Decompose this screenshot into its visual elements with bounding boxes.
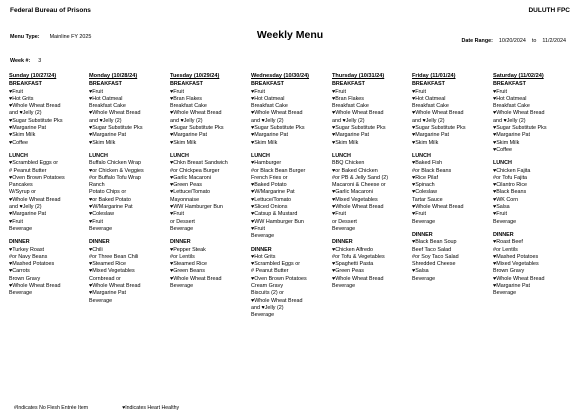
menu-item: ♥Fruit xyxy=(332,211,346,218)
menu-item: ♥WW Hamburger Bun xyxy=(251,218,304,225)
day-column xyxy=(170,73,250,290)
day-column xyxy=(412,73,492,283)
meal-label: BREAKFAST xyxy=(332,81,365,88)
menu-item: ♥Margarine Pat xyxy=(412,132,450,139)
menu-item: ♥Margarine Pat xyxy=(89,132,127,139)
menu-item: ♥Black Bean Soup xyxy=(412,239,457,246)
menu-item: #or Navy Beans xyxy=(9,253,48,260)
menu-item: ♥Oven Brown Potatoes xyxy=(9,174,65,181)
menu-item: ♥W/Margarine Pat xyxy=(89,204,133,211)
menu-item: ♥Black Beans xyxy=(493,189,527,196)
menu-item: ♥Lettuce/Tomato xyxy=(251,196,292,203)
menu-item: ♥Green Peas xyxy=(170,182,202,189)
menu-item: ♥Skim Milk xyxy=(251,139,278,146)
legend xyxy=(14,405,179,411)
menu-item: Cream Gravy xyxy=(251,283,284,290)
meal-label: BREAKFAST xyxy=(89,81,122,88)
menu-item: Breakfast Cake xyxy=(251,103,288,110)
menu-item: ♥Whole Wheat Bread xyxy=(170,275,222,282)
menu-item: #or Three Bean Chili xyxy=(89,253,139,260)
menu-item: ♥Whole Wheat Bread xyxy=(493,110,545,117)
menu-item: Beverage xyxy=(9,225,33,232)
menu-item: ♥Whole Wheat Bread xyxy=(251,110,303,117)
menu-item: # Peanut Butter xyxy=(251,268,289,275)
menu-item: Brown Gravy xyxy=(9,275,41,282)
menu-item: Breakfast Cake xyxy=(332,103,369,110)
meal-section xyxy=(170,81,250,147)
legend-no-flesh: #Indicates No Flesh Entrée Item xyxy=(14,405,89,411)
day-heading: Friday (11/01/24) xyxy=(412,73,456,79)
menu-item: ♥Turkey Roast xyxy=(9,246,45,253)
menu-item: ♥Fruit xyxy=(9,88,23,95)
day-heading: Saturday (11/02/24) xyxy=(493,73,544,79)
menu-item: ♥Margarine Pat xyxy=(493,132,531,139)
meal-label: DINNER xyxy=(170,239,191,246)
meal-label: LUNCH xyxy=(9,152,28,159)
menu-item: and ♥Jelly (2) xyxy=(412,117,445,124)
meal-section xyxy=(251,81,331,147)
meal-section xyxy=(332,81,412,147)
week-label: Week #: xyxy=(10,58,31,64)
menu-item: ♥Garlic Macaroni xyxy=(170,174,211,181)
menu-item: Breakfast Cake xyxy=(170,103,207,110)
menu-item: ♥Scrambled Eggs or xyxy=(9,160,59,167)
meal-label: LUNCH xyxy=(412,152,431,159)
menu-item: ♥Hamburger xyxy=(251,160,282,167)
menu-item: ♥Margarine Pat xyxy=(251,132,289,139)
menu-item: ♥Whole Wheat Bread xyxy=(332,275,384,282)
meal-section xyxy=(9,153,89,233)
meal-label: BREAKFAST xyxy=(493,81,526,88)
menu-item: ♥Skim Milk xyxy=(493,139,520,146)
day-column xyxy=(89,73,169,305)
menu-item: ♥Bran Flakes xyxy=(332,95,364,102)
menu-item: Buffalo Chicken Wrap xyxy=(89,160,141,167)
menu-item: Shredded Cheese xyxy=(412,261,456,268)
menu-item: ♥Hot Grits xyxy=(9,95,34,102)
meal-section xyxy=(412,81,492,147)
day-column xyxy=(493,73,573,298)
menu-item: ♥Chicken Fajita xyxy=(493,167,531,174)
menu-item: ♥Baked Potato xyxy=(251,182,287,189)
menu-item: ♥Whole Wheat Bread xyxy=(9,103,61,110)
date-from: 10/20/2024 xyxy=(498,38,526,44)
menu-item: and ♥Jelly (2) xyxy=(170,117,203,124)
menu-item: ♥Hot Oatmeal xyxy=(412,95,446,102)
meal-label: DINNER xyxy=(251,246,272,253)
day-column xyxy=(251,73,331,320)
menu-item: ♥Fruit xyxy=(412,211,426,218)
menu-item: ♥Fruit xyxy=(332,88,346,95)
menu-item: ♥Fruit xyxy=(493,211,507,218)
menu-item: #or Chickpea Burger xyxy=(170,167,220,174)
page-title: Weekly Menu xyxy=(256,29,324,41)
menu-item: Beverage xyxy=(170,225,194,232)
menu-item: ♥Fruit xyxy=(251,225,265,232)
menu-item: ♥Fruit xyxy=(170,88,184,95)
menu-item: ♥Spinach xyxy=(412,182,435,189)
meal-section xyxy=(89,153,169,233)
menu-item: ♥Chili xyxy=(89,246,103,253)
menu-item: ♥Sugar Substitute Pks xyxy=(332,125,386,132)
menu-item: Beverage xyxy=(412,275,436,282)
day-heading: Thursday (10/31/24) xyxy=(332,73,385,79)
menu-item: and ♥Jelly (2) xyxy=(89,117,122,124)
menu-item: ♥Cilantro Rice xyxy=(493,182,528,189)
meal-label: DINNER xyxy=(332,239,353,246)
menu-item: Beef Taco Salad xyxy=(412,246,452,253)
meal-section xyxy=(9,81,89,147)
menu-item: ♥Coleslaw xyxy=(89,211,115,218)
meal-section xyxy=(493,232,573,298)
date-to-label: to xyxy=(531,38,537,44)
menu-item: ♥Sugar Substitute Pks xyxy=(9,117,63,124)
day-heading: Sunday (10/27/24) xyxy=(9,73,57,79)
menu-item: ♥Rice Pilaf xyxy=(412,174,438,181)
menu-item: ♥Oven Brown Potatoes xyxy=(251,275,307,282)
menu-item: ♥Catsup & Mustard xyxy=(251,211,298,218)
menu-item: Beverage xyxy=(251,312,275,319)
menu-item: # Peanut Butter xyxy=(9,167,47,174)
menu-item: ♥Spaghetti Pasta xyxy=(332,261,374,268)
menu-item: ♥or Baked Potato xyxy=(89,196,131,203)
menu-item: ♥or Chicken & Veggies xyxy=(89,167,144,174)
menu-item: ♥Scrambled Eggs or xyxy=(251,261,301,268)
meal-section xyxy=(170,239,250,290)
meal-label: LUNCH xyxy=(251,152,270,159)
menu-item: ♥Fruit xyxy=(9,218,23,225)
menu-item: Potato Chips or xyxy=(89,189,127,196)
menu-item: ♥Skim Milk xyxy=(332,139,359,146)
menu-item: ♥Margarine Pat xyxy=(170,132,208,139)
menu-item: Breakfast Cake xyxy=(412,103,449,110)
menu-item: #or Tofu & Vegetables xyxy=(332,253,385,260)
menu-item: ♥Whole Wheat Bread xyxy=(9,196,61,203)
menu-item: Brown Gravy xyxy=(493,268,525,275)
menu-item: ♥Green Peas xyxy=(332,268,364,275)
menu-item: #or Soy Taco Salad xyxy=(412,253,459,260)
menu-item: ♥Coleslaw xyxy=(412,189,438,196)
meal-section xyxy=(412,153,492,226)
menu-item: Beverage xyxy=(170,283,194,290)
menu-item: Beverage xyxy=(493,218,517,225)
menu-item: W/Syrup or xyxy=(9,189,36,196)
menu-item: ♥Fruit xyxy=(89,218,103,225)
menu-item: ♥Coffee xyxy=(493,146,512,153)
menu-item: Beverage xyxy=(412,218,436,225)
menu-item: ♥Pepper Steak xyxy=(170,246,206,253)
meal-label: BREAKFAST xyxy=(251,81,284,88)
day-heading: Wednesday (10/30/24) xyxy=(251,73,310,79)
menu-item: Beverage xyxy=(332,225,356,232)
meal-section xyxy=(251,153,331,241)
menu-item: ♥Fruit xyxy=(412,88,426,95)
menu-item: #or Black Bean Burger xyxy=(251,167,306,174)
menu-item: ♥Fruit xyxy=(170,211,184,218)
meal-label: BREAKFAST xyxy=(412,81,445,88)
menu-item: ♥Whole Wheat Bread xyxy=(332,204,384,211)
menu-item: ♥Fruit xyxy=(251,88,265,95)
menu-item: ♥Hot Oatmeal xyxy=(89,95,123,102)
meal-section xyxy=(332,239,412,290)
day-column xyxy=(9,73,89,298)
menu-item: ♥Fruit xyxy=(89,88,103,95)
menu-item: ♥Hot Grits xyxy=(251,253,276,260)
menu-item: and ♥Jelly (2) xyxy=(9,204,42,211)
week-value: 3 xyxy=(38,58,42,64)
meal-section xyxy=(251,247,331,320)
meal-section xyxy=(89,239,169,305)
menu-item: or Dessert xyxy=(170,218,195,225)
meal-section xyxy=(9,239,89,297)
menu-item: and ♥Jelly (2) xyxy=(251,117,284,124)
date-range xyxy=(461,38,566,44)
legend-heart-healthy: ♥Indicates Heart Healthy xyxy=(122,405,180,411)
menu-item: ♥Margarine Pat xyxy=(332,132,370,139)
menu-item: ♥W/Margarine Pat xyxy=(251,189,295,196)
menu-item: ♥Whole Wheat Bread xyxy=(412,204,464,211)
menu-item: ♥Whole Wheat Bread xyxy=(9,283,61,290)
menu-item: #or Lentils xyxy=(170,253,195,260)
menu-item: ♥Whole Wheat Bread xyxy=(89,110,141,117)
organization-name: Federal Bureau of Prisons xyxy=(10,7,91,14)
menu-item: ♥Whole Wheat Bread xyxy=(170,110,222,117)
menu-item: ♥Skim Milk xyxy=(170,139,197,146)
menu-item: Cornbread or xyxy=(89,275,121,282)
menu-item: Breakfast Cake xyxy=(89,103,126,110)
menu-item: and ♥Jelly (2) xyxy=(251,304,284,311)
meal-label: LUNCH xyxy=(332,152,351,159)
menu-item: BBQ Chicken xyxy=(332,160,365,167)
menu-item: Macaroni & Cheese or xyxy=(332,182,386,189)
menu-item: ♥Sugar Substitute Pks xyxy=(89,125,143,132)
menu-item: ♥Salsa xyxy=(412,268,429,275)
meal-label: BREAKFAST xyxy=(9,81,42,88)
menu-item: #or Buffalo Tofu Wrap xyxy=(89,174,141,181)
menu-item: ♥Whole Wheat Bread xyxy=(412,110,464,117)
menu-item: ♥Hot Oatmeal xyxy=(251,95,285,102)
menu-item: ♥Whole Wheat Bread xyxy=(251,297,303,304)
menu-item: ♥Mixed Vegetables xyxy=(493,261,539,268)
week-number xyxy=(10,58,41,64)
meal-section xyxy=(493,81,573,154)
menu-item: ♥Baked Fish xyxy=(412,160,443,167)
menu-item: French Fries or xyxy=(251,174,288,181)
menu-item: ♥Skim Milk xyxy=(412,139,439,146)
menu-item: #or Black Beans xyxy=(412,167,452,174)
menu-item: ♥Steamed Rice xyxy=(89,261,127,268)
menu-item: and ♥Jelly (2) xyxy=(332,117,365,124)
date-range-label: Date Range: xyxy=(461,38,493,44)
menu-item: ♥or Baked Chicken xyxy=(332,167,378,174)
menu-item: ♥Chicken Alfredo xyxy=(332,246,373,253)
meal-section xyxy=(170,153,250,233)
menu-item: ♥Mixed Vegetables xyxy=(332,196,378,203)
menu-item: ♥Whole Wheat Bread xyxy=(89,283,141,290)
meal-label: DINNER xyxy=(493,231,514,238)
day-heading: Tuesday (10/29/24) xyxy=(170,73,220,79)
meal-section xyxy=(332,153,412,233)
menu-type-value: Mainline FY 2025 xyxy=(49,34,92,40)
meal-label: BREAKFAST xyxy=(170,81,203,88)
meal-section xyxy=(493,160,573,226)
menu-item: ♥Skim Milk xyxy=(9,132,36,139)
facility-name: DULUTH FPC xyxy=(528,7,570,14)
meal-label: DINNER xyxy=(412,231,433,238)
menu-item: ♥Margarine Pat xyxy=(9,211,47,218)
menu-item: ♥Salsa xyxy=(493,204,510,211)
menu-item: ♥Sugar Substitute Pks xyxy=(412,125,466,132)
menu-item: Beverage xyxy=(9,290,33,297)
meal-label: LUNCH xyxy=(170,152,189,159)
menu-item: ♥Sliced Onions xyxy=(251,204,288,211)
menu-item: ♥Bran Flakes xyxy=(170,95,202,102)
menu-item: ♥Margarine Pat xyxy=(493,283,531,290)
menu-item: ♥Steamed Rice xyxy=(170,261,208,268)
menu-item: #or Tofu Fajita xyxy=(493,174,528,181)
menu-item: Beverage xyxy=(332,283,356,290)
menu-item: ♥Sugar Substitute Pks xyxy=(493,125,547,132)
day-heading: Monday (10/28/24) xyxy=(89,73,138,79)
meal-label: LUNCH xyxy=(89,152,108,159)
menu-item: Beverage xyxy=(493,290,517,297)
menu-item: ♥Green Beans xyxy=(170,268,205,275)
menu-item: ♥Chkn Breast Sandwich xyxy=(170,160,228,167)
menu-item: Tartar Sauce xyxy=(412,196,443,203)
menu-item: Beverage xyxy=(89,297,113,304)
menu-item: ♥Roast Beef xyxy=(493,239,523,246)
menu-item: ♥Whole Wheat Bread xyxy=(493,275,545,282)
meal-label: DINNER xyxy=(89,239,110,246)
menu-item: or Dessert xyxy=(332,218,357,225)
menu-item: ♥Margarine Pat xyxy=(89,290,127,297)
menu-item: ♥Lettuce/Tomato xyxy=(170,189,211,196)
menu-item: ♥Mashed Potatoes xyxy=(493,253,539,260)
menu-item: ♥Whole Wheat Bread xyxy=(332,110,384,117)
menu-item: ♥Coffee xyxy=(9,139,28,146)
menu-item: Mayonnaise xyxy=(170,196,200,203)
menu-item: ♥Hot Oatmeal xyxy=(493,95,527,102)
menu-item: #or Lentils xyxy=(493,246,518,253)
menu-item: ♥Skim Milk xyxy=(89,139,116,146)
menu-item: ♥WW Hamburger Bun xyxy=(170,204,223,211)
menu-item: Pancakes xyxy=(9,182,33,189)
date-to: 11/2/2024 xyxy=(542,38,566,44)
menu-item: ♥Mixed Vegetables xyxy=(89,268,135,275)
menu-item: Beverage xyxy=(89,225,113,232)
day-column xyxy=(332,73,412,290)
meal-label: DINNER xyxy=(9,239,30,246)
menu-item: ♥Sugar Substitute Pks xyxy=(251,125,305,132)
menu-item: ♥Sugar Substitute Pks xyxy=(170,125,224,132)
meal-section xyxy=(412,232,492,283)
menu-item: ♥Fruit xyxy=(493,88,507,95)
menu-item: ♥Carrots xyxy=(9,268,30,275)
menu-type-label: Menu Type: xyxy=(10,34,40,40)
menu-item: and ♥Jelly (2) xyxy=(9,110,42,117)
menu-item: #or PB & Jelly Sand (2) xyxy=(332,174,389,181)
meal-section xyxy=(89,81,169,147)
meal-label: LUNCH xyxy=(493,160,512,167)
menu-item: and ♥Jelly (2) xyxy=(493,117,526,124)
menu-item: Beverage xyxy=(251,233,275,240)
menu-item: Breakfast Cake xyxy=(493,103,530,110)
menu-item: Ranch xyxy=(89,182,105,189)
menu-item: ♥Garlic Macaroni xyxy=(332,189,373,196)
menu-item: ♥WK Corn xyxy=(493,196,519,203)
menu-item: ♥Margarine Pat xyxy=(9,125,47,132)
menu-item: ♥Mashed Potatoes xyxy=(9,261,55,268)
menu-item: Biscuits (2) or xyxy=(251,290,284,297)
